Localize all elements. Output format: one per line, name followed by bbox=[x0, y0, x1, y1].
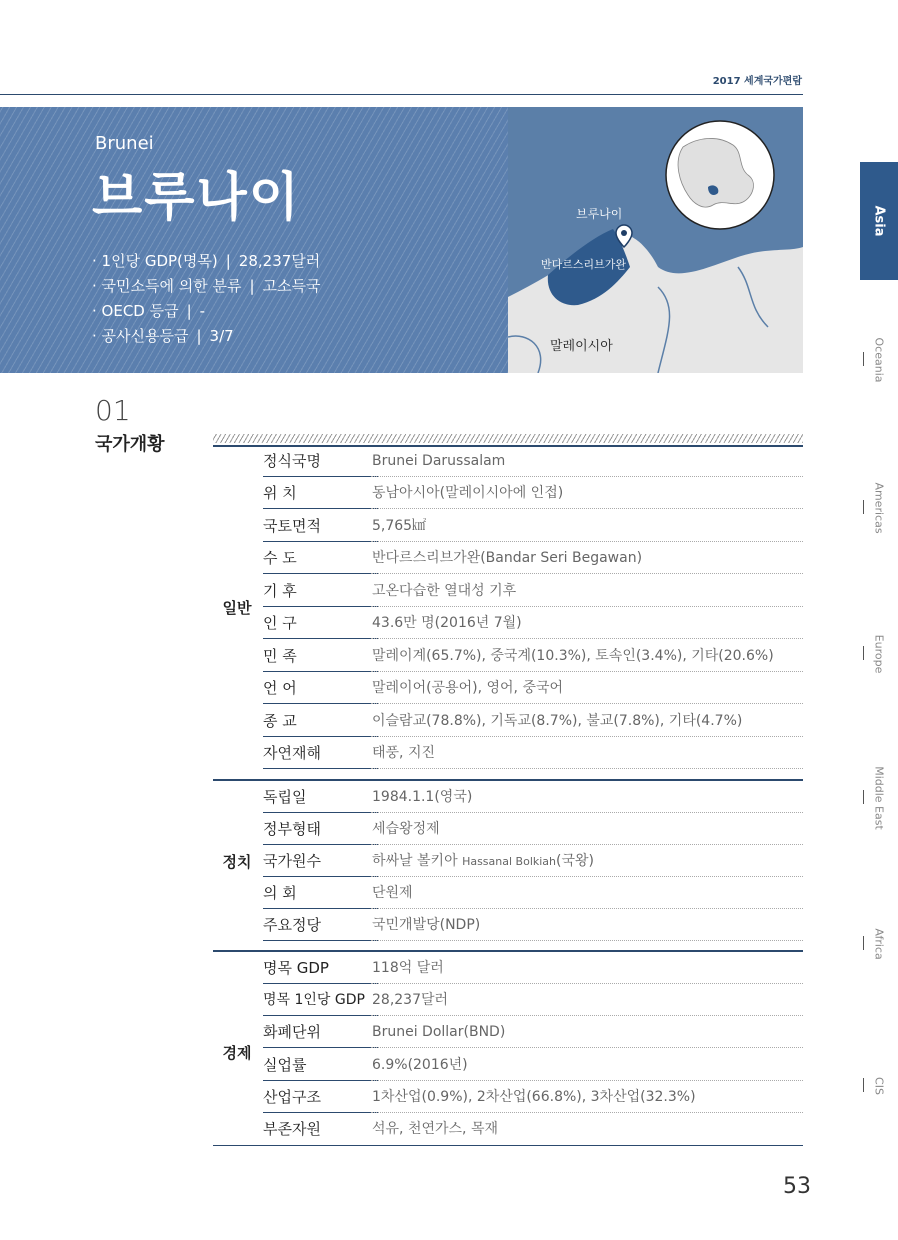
table-row: 명목 GDP 118억 달러 bbox=[253, 952, 803, 984]
header-rule bbox=[0, 94, 803, 95]
table-row: 기 후 고온다습한 열대성 기후 bbox=[253, 575, 803, 607]
table-row: 의 회 단원제 bbox=[253, 877, 803, 909]
section-number: 01 bbox=[95, 394, 131, 427]
page-number: 53 bbox=[783, 1174, 811, 1199]
tab-americas[interactable]: Americas bbox=[860, 488, 898, 528]
table-row: 국가원수 하싸날 볼키아 Hassanal Bolkiah(국왕) bbox=[253, 845, 803, 877]
table-row: 화폐단위 Brunei Dollar(BND) bbox=[253, 1016, 803, 1048]
map-label-capital: 반다르스리브가완 bbox=[541, 258, 627, 271]
table-group-general bbox=[213, 445, 803, 772]
map-label-neighbor: 말레이시아 bbox=[550, 339, 613, 354]
table-row: 위 치 동남아시아(말레이시아에 인접) bbox=[253, 477, 803, 509]
country-banner bbox=[0, 107, 508, 373]
table-row: 주요정당 국민개발당(NDP) bbox=[253, 909, 803, 941]
section-divider bbox=[213, 434, 803, 443]
category-label: 경제 bbox=[222, 1044, 252, 1062]
tab-middle-east[interactable]: Middle East bbox=[860, 778, 898, 818]
table-row: 민 족 말레이계(65.7%), 중국계(10.3%), 토속인(3.4%), 기타(20.6%) bbox=[253, 640, 803, 672]
table-row: 독립일 1984.1.1(영국) bbox=[253, 781, 803, 813]
table-row: 정식국명 Brunei Darussalam bbox=[253, 445, 803, 477]
table-group-economy bbox=[213, 950, 803, 1146]
fact-item: · 공사신용등급 | 3/7 bbox=[92, 327, 234, 345]
table-row: 정부형태 세습왕정제 bbox=[253, 813, 803, 845]
table-row: 실업률 6.9%(2016년) bbox=[253, 1049, 803, 1081]
category-label: 정치 bbox=[222, 853, 252, 871]
country-name-en: Brunei bbox=[95, 133, 154, 154]
table-row: 인 구 43.6만 명(2016년 7월) bbox=[253, 607, 803, 639]
table-row: 자연재해 태풍, 지진 bbox=[253, 737, 803, 769]
table-row: 부존자원 석유, 천연가스, 목재 bbox=[263, 1120, 498, 1138]
running-head: 2017 세계국가편람 bbox=[712, 76, 802, 87]
table-row: 명목 1인당 GDP 28,237달러 bbox=[253, 984, 803, 1016]
category-label: 일반 bbox=[222, 599, 252, 617]
fact-item: · OECD 등급 | - bbox=[92, 302, 206, 320]
fact-item: · 국민소득에 의한 분류 | 고소득국 bbox=[92, 277, 321, 295]
tab-europe[interactable]: Europe bbox=[860, 634, 898, 674]
key-facts bbox=[92, 249, 321, 349]
section-title: 국가개황 bbox=[95, 434, 165, 455]
table-row: 국토면적 5,765㎢ bbox=[253, 510, 803, 542]
fact-item: · 1인당 GDP(명목) | 28,237달러 bbox=[92, 252, 321, 270]
table-group-politics bbox=[213, 779, 803, 941]
table-row: 종 교 이슬람교(78.8%), 기독교(8.7%), 불교(7.8%), 기타(4.7%) bbox=[253, 705, 803, 737]
tab-africa[interactable]: Africa bbox=[860, 924, 898, 964]
map-label-country: 브루나이 bbox=[576, 207, 623, 221]
tab-cis[interactable]: CIS bbox=[860, 1066, 898, 1106]
tab-oceania[interactable]: Oceania bbox=[860, 340, 898, 380]
tab-asia[interactable]: Asia bbox=[860, 162, 898, 280]
country-name-ko: 브루나이 bbox=[92, 168, 301, 228]
table-row: 산업구조 1차산업(0.9%), 2차산업(66.8%), 3차산업(32.3%) bbox=[253, 1081, 803, 1113]
table-row: 언 어 말레이어(공용어), 영어, 중국어 bbox=[253, 672, 803, 704]
table-row: 수 도 반다르스리브가완(Bandar Seri Begawan) bbox=[253, 542, 803, 574]
location-map bbox=[508, 107, 803, 373]
